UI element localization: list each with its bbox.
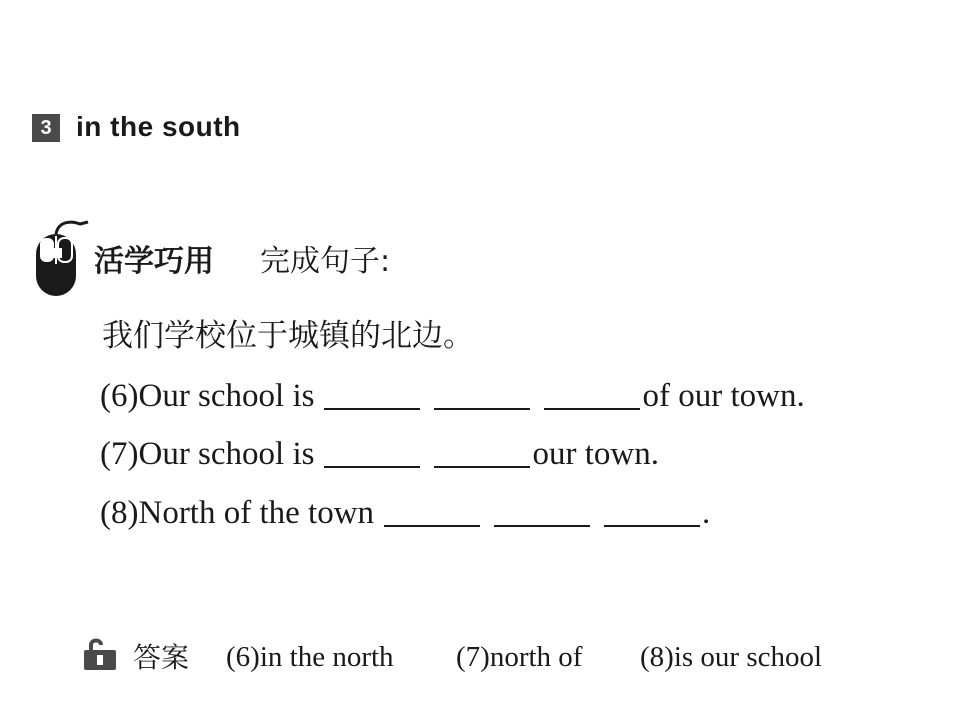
item-prefix: Our school is [138,436,315,472]
item-suffix: our town. [532,436,659,472]
answer-number: (8) [640,641,674,673]
section-title: 活学巧用 [94,244,214,279]
item-number: (6) [100,378,139,414]
exercise-item-6 [100,370,805,422]
item-prefix: Our school is [138,378,315,414]
answer-blank[interactable] [494,523,590,527]
exercise-item-7 [100,428,659,480]
section-instruction: 完成句子: [260,244,391,279]
item-suffix: . [702,495,711,531]
item-suffix: of our town. [642,378,805,414]
answer-blank[interactable] [604,523,700,527]
answer-label: 答案 [133,641,190,674]
answer-text: is our school [673,641,823,673]
answer-blank[interactable] [544,406,640,410]
answer-blank[interactable] [324,464,420,468]
answer-blank[interactable] [324,406,420,410]
unlock-icon [82,636,118,672]
item-number: (8) [100,495,139,531]
answer-number: (6) [226,641,260,673]
answer-blank[interactable] [384,523,480,527]
answer-text: north of [489,641,583,673]
mouse-icon [30,220,90,298]
answer-text: in the north [259,641,394,673]
heading-phrase: in the south [76,111,241,142]
chinese-sentence: 我们学校位于城镇的北边。 [102,318,474,354]
item-number: (7) [100,436,139,472]
answer-number: (7) [456,641,490,673]
answer-item-6 [226,636,394,678]
answer-blank[interactable] [434,464,530,468]
exercise-item-8 [100,487,710,539]
number-badge: 3 [32,114,60,142]
answer-item-7 [456,636,582,678]
answer-item-8 [640,636,822,678]
answer-blank[interactable] [434,406,530,410]
item-prefix: North of the town [138,495,375,531]
